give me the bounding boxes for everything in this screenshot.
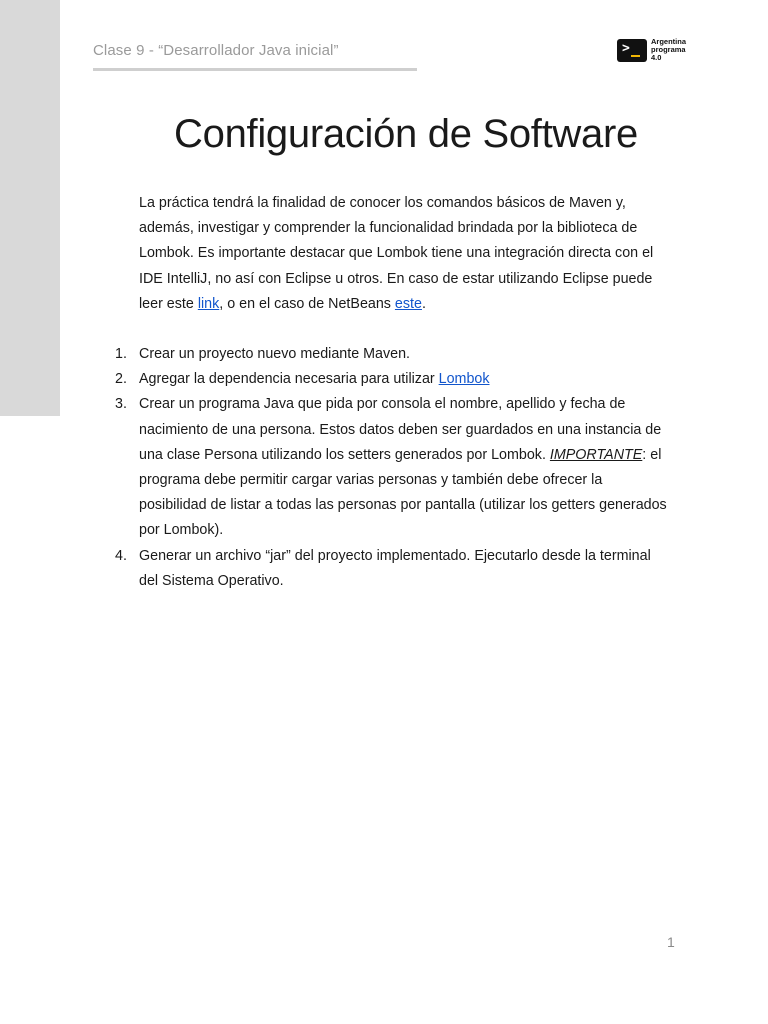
- list-item-text: Crear un programa Java que pida por consola el nombre, apellido y fecha de nacimiento de una persona. Estos datos deben ser guardados en una instancia de una clase Persona utilizando los setters generados por Lombok.: [139, 396, 662, 463]
- argentina-programa-logo: [617, 38, 686, 62]
- important-label: IMPORTANTE: [549, 446, 643, 463]
- logo-text-line: Argentina: [651, 37, 687, 46]
- list-item: [115, 367, 671, 392]
- netbeans-link[interactable]: este: [394, 295, 422, 312]
- terminal-prompt-icon: >: [617, 39, 647, 62]
- list-number: 2.: [115, 371, 127, 388]
- list-number: 1.: [115, 346, 127, 362]
- list-number: 4.: [115, 547, 127, 564]
- list-item: [115, 342, 671, 367]
- list-item: [115, 544, 671, 594]
- list-item-text: Agregar la dependencia necesaria para utilizar: [139, 371, 439, 388]
- list-item-text: : el programa debe permitir cargar varias personas y también debe ofrecer la posibilidad de listar a todas las personas por pantalla (utilizar los getters generados por Lombok).: [139, 446, 667, 539]
- list-number: 3.: [115, 396, 127, 413]
- list-item: [115, 392, 671, 543]
- header-title: Clase 9 - “Desarrollador Java inicial”: [93, 42, 339, 59]
- page-number: 1: [667, 934, 675, 950]
- lombok-link[interactable]: Lombok: [438, 371, 490, 388]
- list-item-text: Generar un archivo “jar” del proyecto implementado. Ejecutarlo desde la terminal del Sistema Operativo.: [139, 547, 651, 589]
- list-item-text: Crear un proyecto nuevo mediante Maven.: [139, 346, 410, 362]
- logo-text-line: 4.0: [651, 53, 662, 62]
- logo-text: [651, 38, 686, 62]
- side-bar: [0, 0, 60, 416]
- logo-text-line: programa: [651, 45, 686, 54]
- intro-paragraph: [139, 191, 671, 317]
- intro-text: .: [421, 295, 426, 312]
- eclipse-link[interactable]: link: [197, 295, 220, 312]
- intro-text: La práctica tendrá la finalidad de conocer los comandos básicos de Maven y, además, investigar y comprender la funcionalidad brindada por la biblioteca de Lombok. Es importante destacar que Lombok tiene una integración directa con el IDE IntelliJ, no así con Eclipse u otros. En caso de estar utilizando Eclipse puede leer este: [139, 195, 654, 312]
- page-title: Configuración de Software: [174, 112, 638, 156]
- steps-list: [115, 342, 671, 594]
- intro-text: , o en el caso de NetBeans: [219, 295, 395, 312]
- header-divider: [93, 68, 417, 71]
